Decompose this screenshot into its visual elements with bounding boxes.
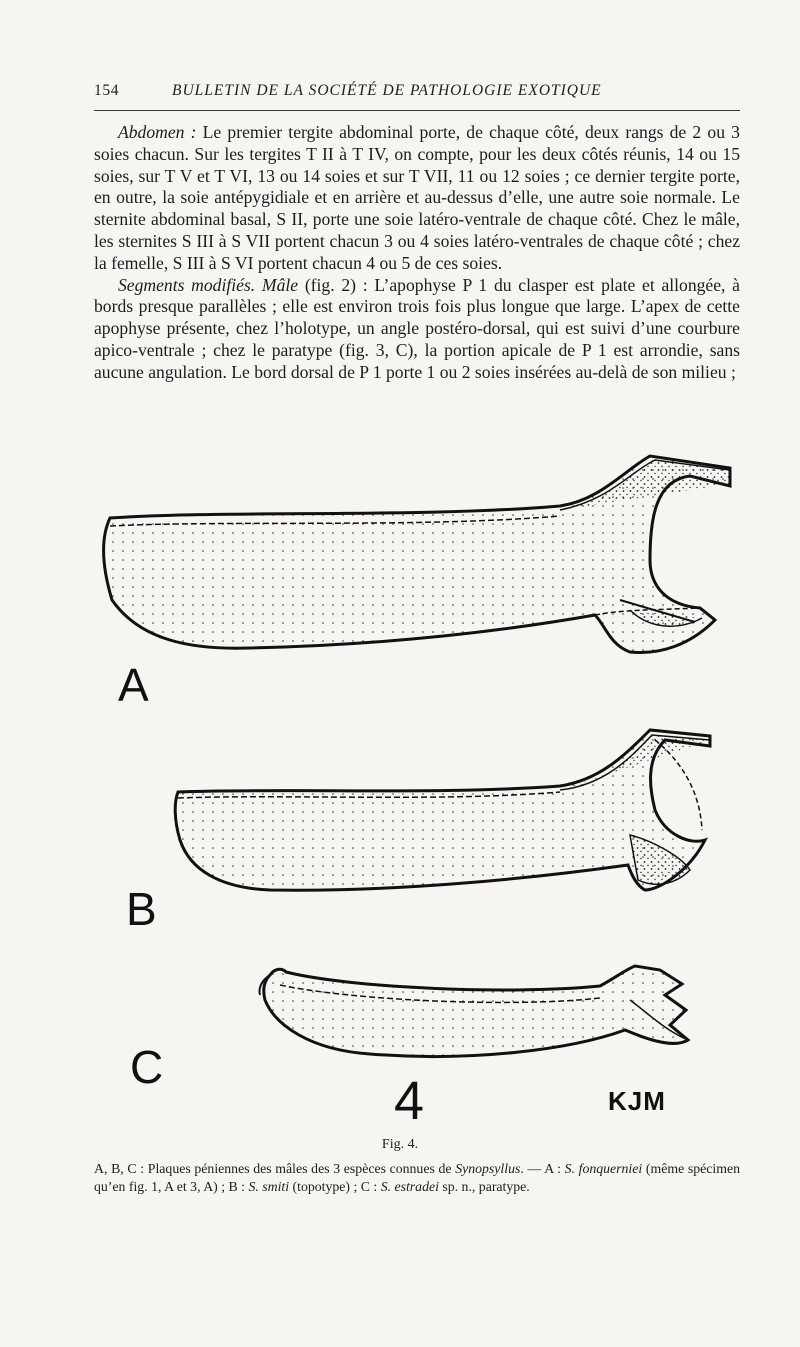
figure-caption — [94, 1160, 740, 1196]
paragraph-abdomen — [94, 122, 740, 275]
label-b: B — [126, 883, 157, 935]
caption-species-3: S. estradei — [380, 1179, 439, 1194]
figure-number: 4 — [394, 1071, 425, 1131]
caption-species-1: S. fonquerniei — [564, 1161, 643, 1176]
caption-part-2: . — A : — [520, 1161, 565, 1176]
plate-b-drawing — [175, 730, 710, 890]
artist-initials: KJM — [608, 1086, 666, 1116]
page-number: 154 — [94, 82, 120, 99]
segments-text: (fig. 2) : L’apophyse P 1 du clasper est plate et allongée, à bords presque parallèles ; elle est environ trois fois plus longue que large. L’apex de cette apophyse présente, chez l’holotype, un angle postéro-dorsal, qui est suivi d’une courbure apico-ventrale ; chez le paratype (fig. 3, C), la portion apicale de P 1 est arrondie, sans aucune angulation. Le bord dorsal de P 1 porte 1 ou 2 soies insérées au-delà de son milieu ; — [94, 274, 740, 382]
caption-part-1: A, B, C : Plaques péniennes des mâles des 3 espèces connues de — [94, 1161, 456, 1176]
header-rule — [94, 110, 740, 111]
caption-part-3: (même spécimen qu’en fig. 1, A et 3, A) ; B : — [94, 1161, 740, 1194]
paragraph-segments — [94, 275, 740, 384]
caption-species-2: S. smiti — [248, 1179, 290, 1194]
figure-title: Fig. 4. — [381, 1137, 419, 1152]
segments-lead: Segments modifiés. Mâle — [118, 274, 299, 295]
abdomen-lead: Abdomen : — [118, 122, 197, 142]
page-header — [94, 78, 742, 104]
label-a: A — [118, 659, 149, 711]
caption-genus: Synopsyllus — [455, 1161, 521, 1176]
abdomen-text: Le premier tergite abdominal porte, de chaque côté, deux rangs de 2 ou 3 soies chacun. Sur les tergites T II à T IV, on compte, pour les deux côtés réunis, 14 ou 15 soies, sur T V et T VI, 13 ou 14 soies et sur T VII, 11 ou 12 soies ; ce dernier tergite porte, en outre, la soie antépygidiale et en arrière et au-dessus d’elle, une autre soie normale. Le sternite abdominal basal, S II, porte une soie latéro-ventrale de chaque côté. Chez le mâle, les sternites S III à S VII portent chacun 3 ou 4 soies latéro-ventrales de chaque côté ; chez la femelle, S III à S VI portent chacun 4 ou 5 de ces soies. — [94, 122, 740, 273]
figure-drawing — [90, 440, 750, 1140]
plate-c-drawing — [259, 966, 688, 1057]
plate-a-drawing — [104, 456, 731, 653]
caption-part-5: sp. n., paratype. — [438, 1179, 530, 1194]
running-title: BULLETIN DE LA SOCIÉTÉ DE PATHOLOGIE EXOTIQUE — [172, 82, 602, 99]
figure-4 — [90, 440, 750, 1140]
caption-part-4: (topotype) ; C : — [289, 1179, 381, 1194]
body-text — [94, 122, 740, 384]
label-c: C — [130, 1041, 164, 1093]
